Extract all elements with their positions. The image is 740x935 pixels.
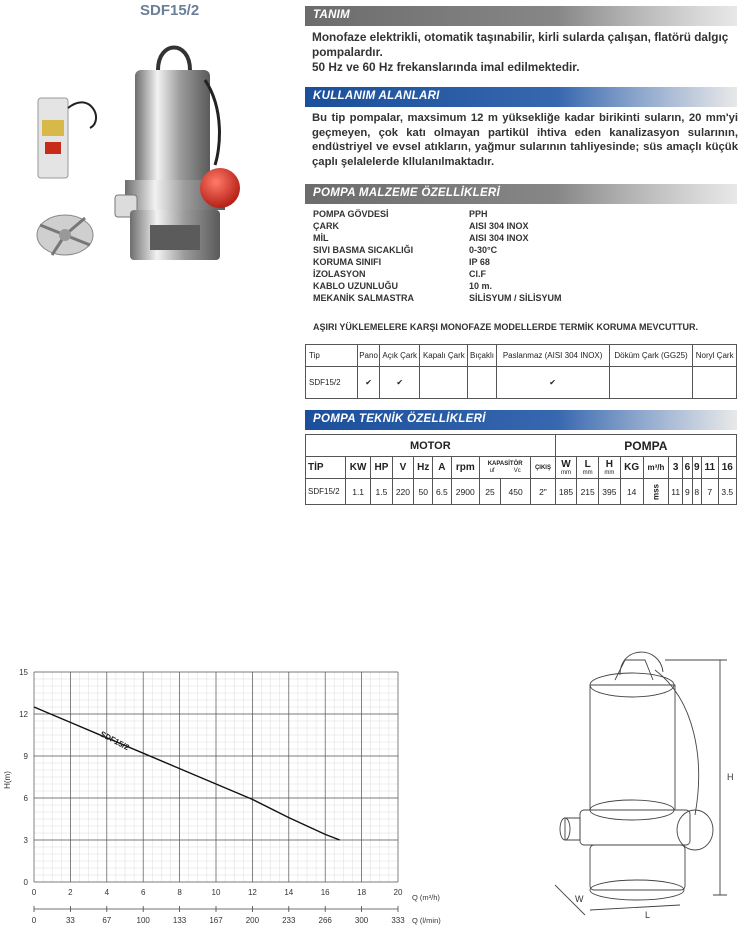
row-tip: SDF15/2: [306, 367, 358, 399]
col-kg: KG: [620, 457, 643, 479]
section-header-kullanim: KULLANIM ALANLARI: [305, 87, 737, 107]
uf-label: uf: [489, 468, 495, 474]
col-rpm: rpm: [451, 457, 479, 479]
col-paslanmaz: Paslanmaz (AISI 304 INOX): [496, 345, 609, 367]
y-tick-label: 12: [19, 710, 28, 719]
table-row: [306, 367, 737, 399]
w-dimension-label: W: [575, 894, 584, 904]
dimension-drawing: [545, 640, 740, 920]
x2-tick-label: 0: [31, 916, 37, 925]
mm-label: mm: [604, 469, 615, 476]
col-hp: HP: [371, 457, 392, 479]
spec-key: MEKANİK SALMASTRA: [313, 293, 414, 303]
tanim-line-2: 50 Hz ve 60 Hz frekanslarında imal edilmektedir.: [312, 60, 580, 74]
row-head-1: 11: [669, 479, 683, 505]
col-m3h: m³/h: [643, 457, 669, 479]
spec-value: 0-30°C: [469, 245, 498, 255]
spec-row: [313, 208, 562, 220]
x2-tick-label: 100: [136, 916, 150, 925]
mm-label: mm: [582, 469, 593, 476]
empty-cell: [693, 367, 737, 399]
spec-key: İZOLASYON: [313, 269, 366, 279]
technical-table: [305, 434, 737, 505]
motor-header: MOTOR: [306, 435, 556, 457]
l-label: L: [584, 458, 591, 470]
pompa-header: POMPA: [555, 435, 736, 457]
impeller-image: [37, 215, 93, 255]
x-tick-label: 16: [320, 888, 330, 897]
spec-row: [313, 256, 562, 268]
row-vc: 450: [500, 479, 530, 505]
x-tick-label: 10: [211, 888, 221, 897]
spec-value: AISI 304 INOX: [469, 233, 529, 243]
check-icon: ✔: [496, 367, 609, 399]
col-v: V: [392, 457, 414, 479]
col-a: A: [433, 457, 451, 479]
row-h: 395: [599, 479, 621, 505]
x2-tick-label: 33: [65, 916, 75, 925]
row-w: 185: [555, 479, 577, 505]
row-cikis: 2": [531, 479, 555, 505]
x2-tick-label: 300: [354, 916, 369, 925]
row-head-5: 3.5: [718, 479, 736, 505]
col-l: [577, 457, 599, 479]
spec-value: IP 68: [469, 257, 490, 267]
x2-tick-label: 266: [318, 916, 332, 925]
kullanim-text: Bu tip pompalar, maxsimum 12 m yüksekliğe kadar birikinti suların, 20 mm'yi geçmeyen, çok katı olmayan partikül ihtiva eden kanalizasyon sularının, endüstriyel ve evsel atıkların, yağmur sularının tahliyesinde; süs amaçlı küçük çaplı şelalelerde kllulanılmaktadır.: [312, 112, 738, 168]
y-tick-label: 9: [23, 752, 28, 761]
x2-tick-label: 233: [282, 916, 296, 925]
model-title: SDF15/2: [140, 2, 200, 19]
spec-key: KORUMA SINIFI: [313, 257, 382, 267]
row-kw: 1.1: [346, 479, 371, 505]
x-tick-label: 8: [177, 888, 182, 897]
flow-6: 6: [683, 457, 692, 479]
spec-row: [313, 268, 562, 280]
empty-cell: [468, 367, 496, 399]
x-tick-label: 14: [284, 888, 294, 897]
col-cikis: ÇIKIŞ: [531, 457, 555, 479]
flow-9: 9: [692, 457, 701, 479]
col-pano: Pano: [358, 345, 380, 367]
row-uf: 25: [480, 479, 501, 505]
h-dimension-label: H: [727, 772, 734, 782]
col-acik-cark: Açık Çark: [380, 345, 420, 367]
h-label: H: [605, 458, 613, 470]
row-hz: 50: [414, 479, 433, 505]
control-box-image: [38, 98, 96, 178]
y-tick-label: 3: [23, 836, 28, 845]
col-noryl-cark: Noryl Çark: [693, 345, 737, 367]
spec-key: KABLO UZUNLUĞU: [313, 281, 398, 291]
row-a: 6.5: [433, 479, 451, 505]
row-mss: mss: [643, 479, 669, 505]
flow-3: 3: [669, 457, 683, 479]
col-kw: KW: [346, 457, 371, 479]
spec-key: MİL: [313, 233, 329, 243]
flow-16: 16: [718, 457, 736, 479]
check-icon: ✔: [358, 367, 380, 399]
x-tick-label: 18: [357, 888, 367, 897]
pump-image: [115, 48, 240, 261]
row-l: 215: [577, 479, 599, 505]
check-icon: ✔: [380, 367, 420, 399]
row-tip: SDF15/2: [306, 479, 346, 505]
section-header-teknik: POMPA TEKNİK ÖZELLİKLERİ: [305, 410, 737, 430]
spec-value: Cl.F: [469, 269, 486, 279]
spec-row: [313, 292, 562, 304]
vc-label: Vc: [513, 468, 521, 474]
col-kapasitor: [480, 457, 531, 479]
kapasitor-label: KAPASİTÖR: [487, 461, 523, 467]
y-tick-label: 6: [23, 794, 28, 803]
col-bicakli: Bıçaklı: [468, 345, 496, 367]
row-head-3: 8: [692, 479, 701, 505]
y-axis-label: H(m): [3, 771, 12, 789]
x2-tick-label: 133: [172, 916, 187, 925]
x-tick-label: 2: [68, 888, 73, 897]
spec-row: [313, 244, 562, 256]
empty-cell: [609, 367, 693, 399]
spec-value: AISI 304 INOX: [469, 221, 529, 231]
spec-row: [313, 220, 562, 232]
x-axis-label: Q (m³/h): [412, 893, 440, 902]
spec-key: SIVI BASMA SICAKLIĞI: [313, 245, 414, 255]
l-dimension-label: L: [645, 910, 651, 920]
mm-label: mm: [560, 469, 571, 476]
col-hz: Hz: [414, 457, 433, 479]
spec-row: [313, 232, 562, 244]
y-tick-label: 0: [23, 878, 28, 887]
x-tick-label: 4: [104, 888, 110, 897]
spec-value: SİLİSYUM / SİLİSYUM: [469, 293, 562, 303]
spec-key: ÇARK: [313, 221, 339, 231]
section-header-malzeme: POMPA MALZEME ÖZELLİKLERİ: [305, 184, 737, 204]
row-v: 220: [392, 479, 414, 505]
x-tick-label: 12: [247, 888, 257, 897]
table-row: [306, 479, 737, 505]
x2-tick-label: 167: [209, 916, 223, 925]
x-tick-label: 20: [393, 888, 403, 897]
col-tip: TİP: [306, 457, 346, 479]
x2-tick-label: 67: [102, 916, 112, 925]
row-kg: 14: [620, 479, 643, 505]
thermal-protection-note: AŞIRI YÜKLEMELERE KARŞI MONOFAZE MODELLERDE TERMİK KORUMA MEVCUTTUR.: [313, 322, 699, 332]
spec-value: PPH: [469, 209, 488, 219]
row-hp: 1.5: [371, 479, 392, 505]
section-header-tanim: TANIM: [305, 6, 737, 26]
col-dokum-cark: Döküm Çark (GG25): [609, 345, 693, 367]
product-photo: [30, 30, 290, 270]
row-rpm: 2900: [451, 479, 479, 505]
empty-cell: [420, 367, 468, 399]
feature-table: [305, 344, 737, 399]
x-tick-label: 0: [31, 888, 37, 897]
col-w: [555, 457, 577, 479]
x2-axis-label: Q (l/min): [412, 916, 441, 925]
tanim-text: [312, 30, 738, 75]
y-tick-label: 15: [19, 668, 28, 677]
flow-11: 11: [701, 457, 718, 479]
row-head-2: 9: [683, 479, 692, 505]
x2-tick-label: 200: [245, 916, 260, 925]
spec-key: POMPA GÖVDESİ: [313, 209, 389, 219]
performance-chart: [0, 660, 450, 935]
tanim-line-1: Monofaze elektrikli, otomatik taşınabilir, kirli sularda çalışan, flatörü dalgıç pompalardır.: [312, 30, 729, 59]
x2-tick-label: 333: [391, 916, 405, 925]
spec-row: [313, 280, 562, 292]
col-tip: Tip: [306, 345, 358, 367]
col-kapali-cark: Kapalı Çark: [420, 345, 468, 367]
col-h: [599, 457, 621, 479]
spec-value: 10 m.: [469, 281, 493, 291]
series-label: SDF15/2: [98, 729, 131, 753]
material-spec-list: [313, 208, 562, 304]
x-tick-label: 6: [140, 888, 146, 897]
w-label: W: [561, 458, 571, 470]
series-line-sdf15-2: [34, 707, 340, 840]
row-head-4: 7: [701, 479, 718, 505]
